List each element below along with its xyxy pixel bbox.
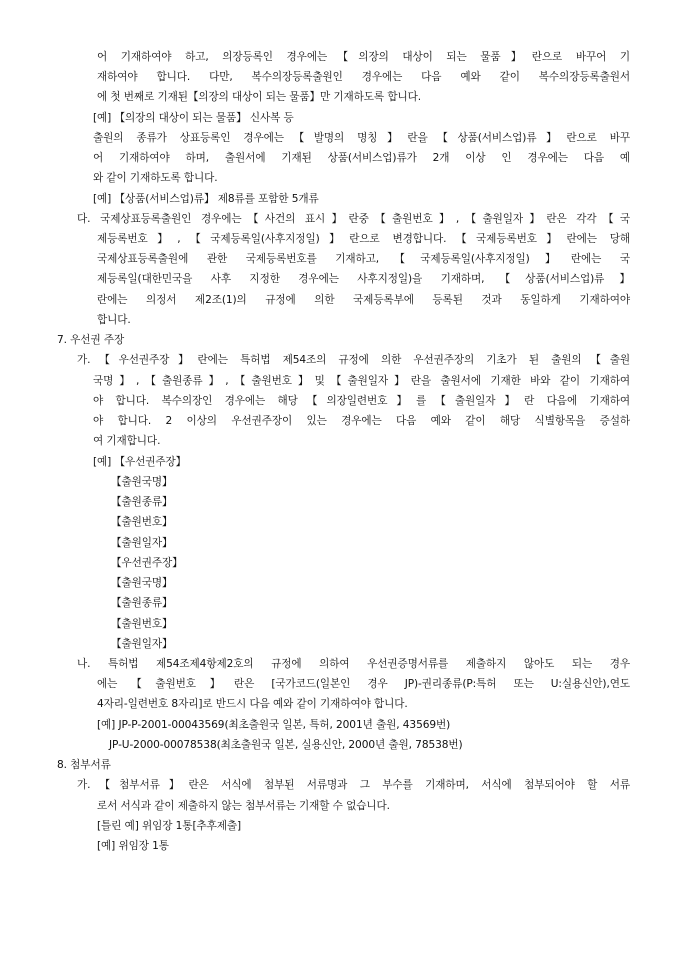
text-line: 로서 서식과 같이 제출하지 않는 첨부서류는 기재할 수 없습니다. <box>97 800 390 812</box>
field-item: 【출원번호】 <box>111 618 173 630</box>
example-line: JP-U-2000-00078538(최초출원국 일본, 실용신안, 2000년 출원, 78538번) <box>109 739 463 751</box>
field-item: 【출원종류】 <box>111 597 173 609</box>
list-item-da: 다. 국제상표등록출원인 경우에는【사건의 표시】란중【출원번호】,【출원일자】란은 각각【국 <box>77 213 630 225</box>
text-line: 란에는 의정서 제2조(1)의 규정에 의한 국제등록부에 등록된 것과 동일하게 기재하여야 <box>97 294 630 306</box>
section-heading-7: 7. 우선권 주장 <box>57 334 125 346</box>
text-line: 어 기재하여야 하고, 의장등록인 경우에는【의장의 대상이 되는 물품】란으로 바꾸어 기 <box>97 51 630 63</box>
field-item: 【출원종류】 <box>111 496 173 508</box>
list-item-ga: 가.【우선권주장】란에는 특허법 제54조의 규정에 의한 우선권주장의 기초가 된 출원의【출원 <box>77 354 630 366</box>
wrong-example-line: [틀린 예] 위임장 1통[추후제출] <box>97 820 242 832</box>
text-line: 야 합니다. 2 이상의 우선권주장이 있는 경우에는 다음 예와 같이 해당 식별항목을 증설하 <box>93 415 630 427</box>
text-line: 출원의 종류가 상표등록인 경우에는【발명의 명칭】란을【상품(서비스업)류】란으로 바꾸 <box>93 132 630 144</box>
list-item-ga: 가.【첨부서류】란은 서식에 첨부된 서류명과 그 부수를 기재하며, 서식에 첨부되어야 할 서류 <box>77 779 630 791</box>
field-item: 【출원일자】 <box>111 537 173 549</box>
field-item: 【출원국명】 <box>111 476 173 488</box>
field-item: 【출원일자】 <box>111 638 173 650</box>
text-line: 4자리-일련번호 8자리]로 반드시 다음 예와 같이 기재하여야 합니다. <box>97 698 408 710</box>
text-line: 제등록일(대한민국을 사후 지정한 경우에는 사후지정일)을 기재하며,【상품(서비스업)류】 <box>97 273 630 285</box>
text-line: 와 같이 기재하도록 합니다. <box>93 172 218 184</box>
example-line: [예] 【의장의 대상이 되는 물품】 신사복 등 <box>93 112 294 124</box>
text-line: 국제상표등록출원에 관한 국제등록번호를 기재하고,【국제등록일(사후지정일)】란에는 국 <box>97 253 630 265</box>
text-line: 합니다. <box>97 314 131 326</box>
text-line: 어 기재하여야 하며, 출원서에 기재된 상품(서비스업)류가 2개 이상 인 경우에는 다음 예 <box>93 152 630 164</box>
example-line: [예] 【상품(서비스업)류】 제8류를 포함한 5개류 <box>93 193 319 205</box>
text-line: 에 첫 번째로 기재된【의장의 대상이 되는 물품】만 기재하도록 합니다. <box>97 91 421 103</box>
text-line: 에는【출원번호】란은 [국가코드(일본인 경우 JP)-권리종류(P:특허 또는 U:실용신안),연도 <box>97 678 630 690</box>
example-line: [예] 【우선권주장】 <box>93 456 187 468</box>
text-line: 재하여야 합니다. 다만, 복수의장등록출원인 경우에는 다음 예와 같이 복수의장등록출원서 <box>97 71 630 83</box>
field-item: 【출원국명】 <box>111 577 173 589</box>
field-item: 【우선권주장】 <box>111 557 183 569</box>
text-line: 국명】,【출원종류】,【출원번호】및【출원일자】란을 출원서에 기재한 바와 같이 기재하여 <box>93 375 630 387</box>
list-item-na: 나. 특허법 제54조제4항제2호의 규정에 의하여 우선권증명서류를 제출하지 않아도 되는 경우 <box>77 658 630 670</box>
text-line: 여 기재합니다. <box>93 435 161 447</box>
section-heading-8: 8. 첨부서류 <box>57 759 111 771</box>
example-line: [예] JP-P-2001-00043569(최초출원국 일본, 특허, 2001년 출원, 43569번) <box>97 719 451 731</box>
field-item: 【출원번호】 <box>111 516 173 528</box>
example-line: [예] 위임장 1통 <box>97 840 169 852</box>
text-line: 제등록번호】,【국제등록일(사후지정일)】란으로 변경합니다.【국제등록번호】란에는 당해 <box>97 233 630 245</box>
text-line: 야 합니다. 복수의장인 경우에는 해당【의장일련번호】를【출원일자】란 다음에 기재하여 <box>93 395 630 407</box>
